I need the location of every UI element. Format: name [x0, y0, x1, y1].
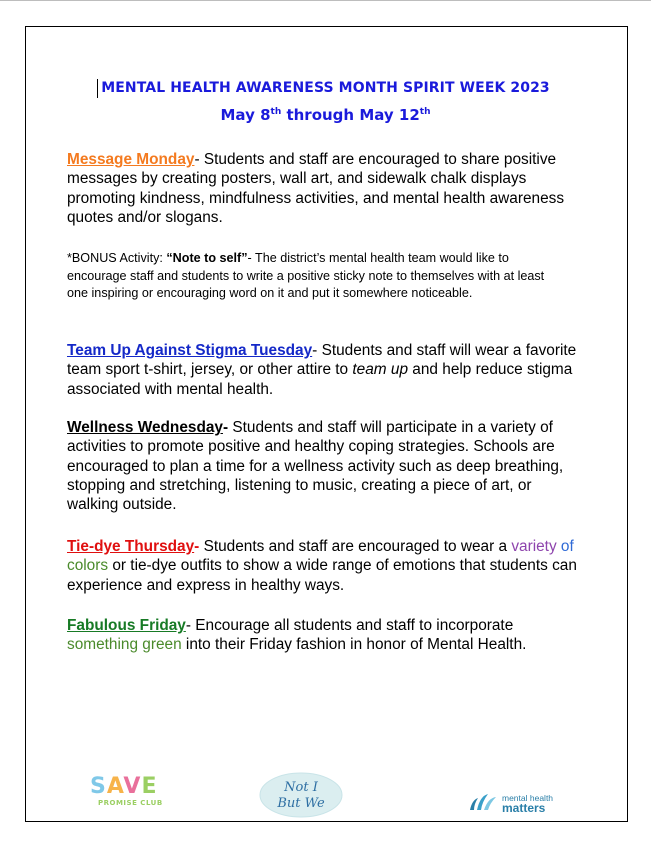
tuesday-paragraph	[67, 341, 587, 399]
subtitle-part-2: through May 12	[281, 106, 420, 124]
monday-heading: Message Monday	[67, 151, 195, 168]
svg-text:Not I: Not I	[284, 780, 318, 795]
wednesday-text: Students and staff will participate in a variety of activities to promote positive and healthy coping strategies. Schools are encouraged to plan a time for a wellness activity such as deep breathing, stopping and stretching, listening to music, creating a piece of art, or walking outside.	[67, 419, 564, 514]
subtitle-sup-1: th	[270, 107, 282, 117]
top-border-line	[0, 0, 651, 1]
save-letter: A	[106, 774, 124, 799]
monday-paragraph	[67, 150, 587, 227]
friday-text-before: - Encourage all students and staff to incorporate	[185, 617, 514, 634]
mental-health-matters-logo-graphic	[466, 790, 576, 814]
thursday-text-after: or tie-dye outfits to show a wide range of emotions that students can experience and express in healthy ways.	[67, 557, 577, 594]
svg-text:But We: But We	[277, 796, 325, 811]
tuesday-text-before: - Students and staff will wear a favorite team sport t-shirt, jersey, or other attire to	[67, 342, 577, 379]
svg-text:matters: matters	[502, 801, 546, 814]
bonus-text: - The district’s mental health team would like to encourage staff and students to write a positive sticky note to themselves with at least one inspiring or encouraging word on it and put it somewhere noticeable.	[67, 251, 545, 301]
bonus-paragraph	[67, 250, 567, 303]
save-logo-word	[90, 774, 157, 799]
monday-text: - Students and staff are encouraged to share positive messages by creating posters, wall art, and sidewalk chalk displays promoting kindness, mindfulness activities, and mental health awareness quotes and/or slogans.	[67, 151, 565, 226]
subtitle-part-1: May 8	[220, 106, 271, 124]
thursday-word-variety: variety	[511, 538, 557, 555]
wednesday-heading-dash: -	[222, 419, 229, 436]
save-promise-club-logo	[82, 774, 172, 808]
subtitle-sup-2: th	[419, 107, 431, 117]
bonus-label: “Note to self”	[166, 251, 248, 265]
save-letter: S	[90, 774, 107, 799]
tuesday-emphasis: team up	[352, 361, 409, 379]
page-title: MENTAL HEALTH AWARENESS MONTH SPIRIT WEEK 2023	[101, 80, 550, 96]
mental-health-matters-logo	[466, 790, 576, 814]
thursday-heading-dash: -	[194, 538, 200, 555]
friday-green-text: something green	[67, 636, 182, 654]
svg-text:mental health: mental health	[502, 793, 554, 803]
thursday-word-of: of	[556, 538, 574, 555]
page-subtitle	[0, 106, 651, 124]
save-letter: V	[123, 774, 142, 799]
thursday-heading: Tie-dye Thursday	[67, 538, 195, 555]
friday-paragraph	[67, 616, 587, 655]
save-logo-subtitle: PROMISE CLUB	[98, 799, 163, 807]
thursday-text-before: Students and staff are encouraged to wear a	[199, 538, 512, 555]
tuesday-heading: Team Up Against Stigma Tuesday	[67, 342, 313, 359]
thursday-paragraph	[67, 537, 587, 595]
wednesday-heading: Wellness Wednesday	[67, 419, 223, 436]
thursday-word-colors: colors	[67, 557, 109, 575]
friday-text-after: into their Friday fashion in honor of Mental Health.	[181, 636, 527, 654]
friday-heading: Fabulous Friday	[67, 617, 186, 634]
save-letter: E	[141, 774, 158, 799]
wednesday-paragraph	[67, 418, 587, 514]
not-i-but-we-logo-graphic	[258, 771, 344, 819]
not-i-but-we-logo	[258, 771, 344, 819]
bonus-prefix: *BONUS Activity:	[67, 251, 167, 265]
tuesday-text-after: and help reduce stigma associated with mental health.	[67, 361, 573, 398]
